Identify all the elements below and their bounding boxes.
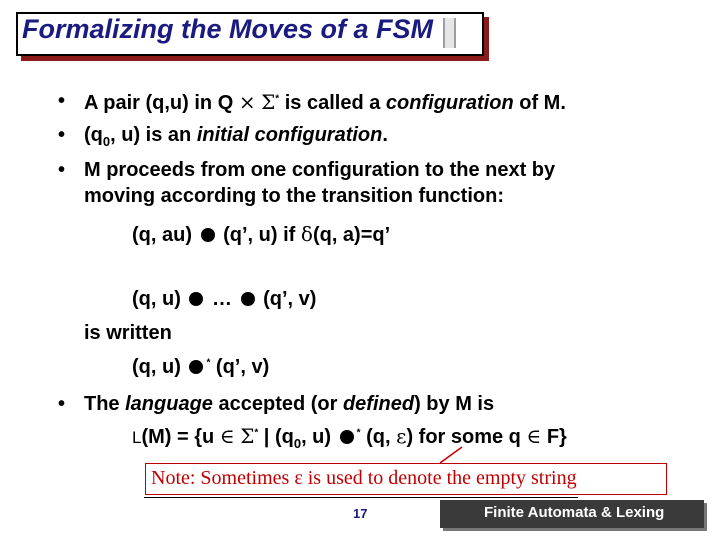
formula-tail: (q, a)=q’ xyxy=(312,224,391,246)
bullet-4-emph-1: language xyxy=(125,393,213,415)
kleene-star: * xyxy=(206,357,211,369)
page-number: 17 xyxy=(353,506,368,521)
seq-right: (q’, v) xyxy=(263,288,317,310)
is-written: is written xyxy=(84,322,172,344)
lang-e: ) for some q xyxy=(406,426,527,448)
bullet-dot: • xyxy=(58,90,66,112)
bullet-1-text-a: A pair (q,u) in Q xyxy=(84,92,239,114)
sigma-symbol: Σ xyxy=(240,424,255,448)
note-post: is used to denote the empty string xyxy=(302,467,577,489)
lang-d: (q, xyxy=(360,426,397,448)
star-left: (q, u) xyxy=(132,356,181,378)
note-pre: Note: Sometimes xyxy=(151,467,295,489)
kleene-star: * xyxy=(356,427,361,439)
footer-label: Finite Automata & Lexing xyxy=(484,504,665,521)
bullet-dot: • xyxy=(58,393,66,415)
lang-a: (M) = {u xyxy=(141,426,220,448)
bullet-2-text-a: (q xyxy=(84,124,103,146)
seq-dots: … xyxy=(212,288,232,310)
bullet-2-text-b: , u) is an xyxy=(110,124,197,146)
bullet-3-line-1: M proceeds from one configuration to the next by xyxy=(84,159,556,181)
bullet-2-text-c: . xyxy=(382,124,388,146)
element-of-symbol: ∈ xyxy=(219,424,235,448)
bullet-4-text-b: accepted (or xyxy=(212,393,343,415)
times-symbol: × xyxy=(238,90,256,114)
element-of-symbol: ∈ xyxy=(526,424,542,448)
bullet-1-emph: configuration xyxy=(385,92,514,114)
formula-left: (q, au) xyxy=(132,224,192,246)
sigma-symbol: Σ xyxy=(261,90,276,114)
slide-title: Formalizing the Moves of a FSM xyxy=(22,14,434,44)
footer-rule xyxy=(144,497,578,498)
epsilon-symbol: ε xyxy=(294,467,303,489)
lang-b: | (q xyxy=(258,426,294,448)
lang-f: F} xyxy=(541,426,567,448)
delta-symbol: δ xyxy=(300,222,313,246)
subscript: 0 xyxy=(102,134,111,149)
subscript: 0 xyxy=(293,436,302,451)
bullet-1-text-b: is called a xyxy=(279,92,386,114)
note-text xyxy=(151,467,577,490)
bullet-1-text-c: of M. xyxy=(513,92,566,114)
kleene-star: * xyxy=(254,427,259,439)
star-right: (q’, v) xyxy=(215,356,270,378)
bullet-3-line-2: moving according to the transition function: xyxy=(84,185,504,207)
epsilon-symbol: ε xyxy=(396,424,407,448)
bullet-dot: • xyxy=(58,159,66,181)
bullet-4-emph-2: defined xyxy=(342,393,415,415)
bullet-2-emph: initial configuration xyxy=(196,124,383,146)
bullet-4-text-c: ) by M is xyxy=(414,393,495,415)
kleene-star: * xyxy=(275,93,280,105)
bullet-4-text-a: The xyxy=(84,393,126,415)
language-L: L xyxy=(132,428,142,447)
seq-left: (q, u) xyxy=(132,288,181,310)
formula-right: (q’, u) if xyxy=(223,224,301,246)
bullet-dot: • xyxy=(58,124,66,146)
lang-c: , u) xyxy=(301,426,337,448)
